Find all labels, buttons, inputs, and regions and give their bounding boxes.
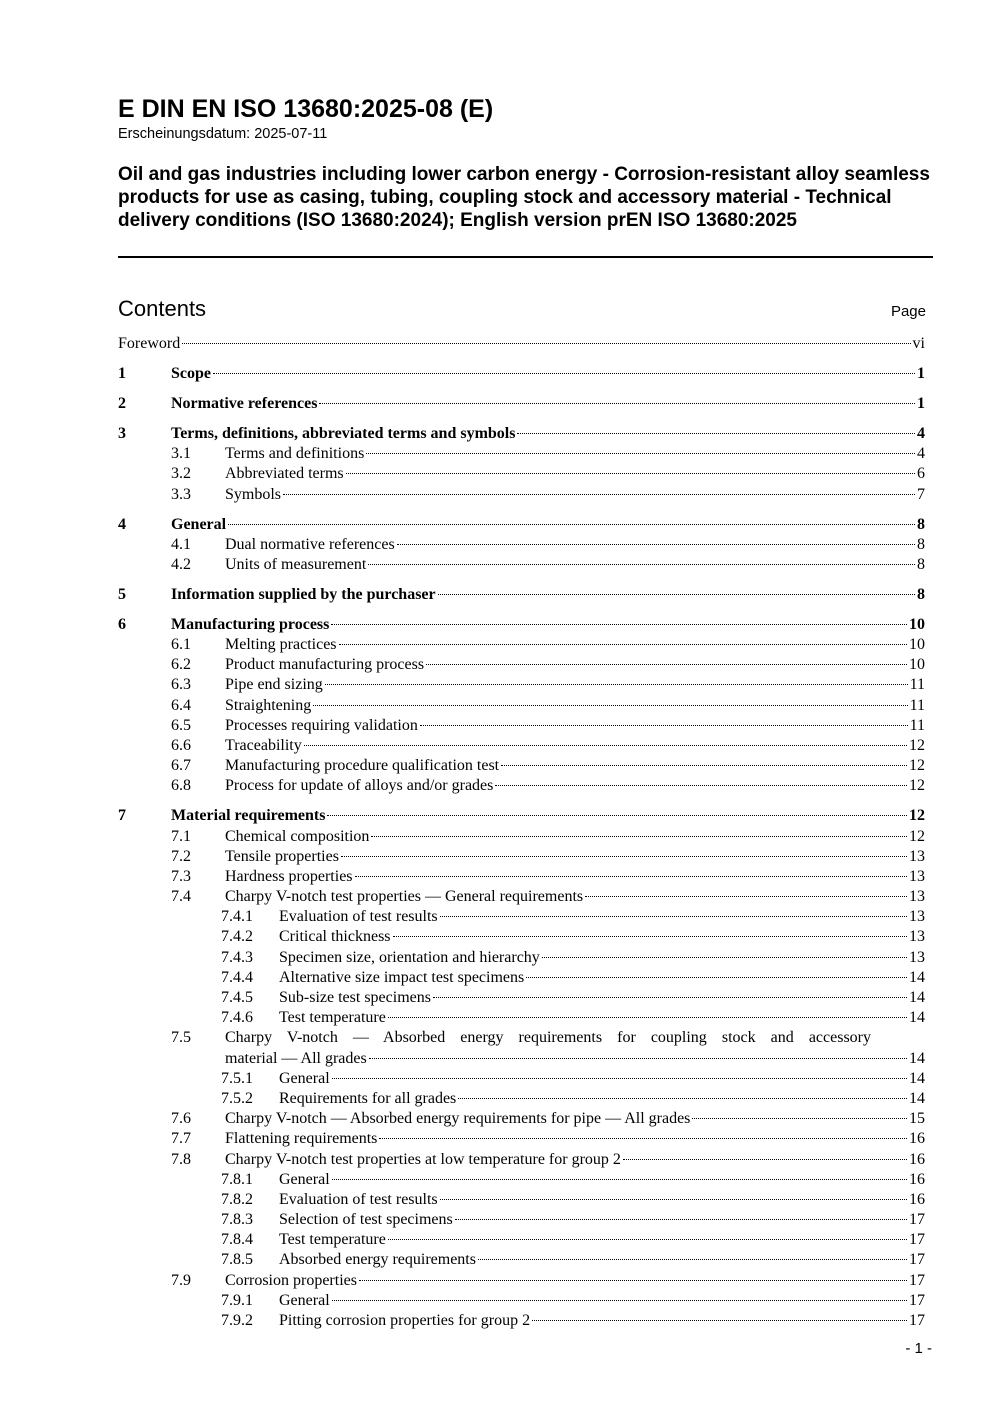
toc-entry-page: 16 [909,1150,925,1168]
toc-entry-title: Selection of test specimens [279,1211,453,1229]
toc-entry-number: 7.9.1 [221,1291,253,1309]
toc-entry[interactable] [118,364,925,384]
toc-entry-number: 7.5 [171,1029,191,1047]
toc-entry-page: 16 [909,1190,925,1208]
toc-entry-number: 7 [118,807,126,825]
toc-entry-page: 14 [909,968,925,986]
toc-entry-title: Scope [171,364,211,382]
dot-leader [182,342,910,344]
toc-entry-page: vi [912,335,925,352]
toc-entry-title: Abbreviated terms [225,465,344,483]
dot-leader [388,1238,907,1240]
toc-entry-title: Information supplied by the purchaser [171,585,436,603]
toc-entry-title: General [279,1170,330,1188]
toc-entry-number: 7.8.5 [221,1251,253,1269]
toc-entry-page: 11 [909,676,925,694]
toc-entry-page: 10 [909,656,925,674]
toc-entry-page: 13 [909,928,925,946]
toc-entry-number: 3.3 [171,485,191,503]
dot-leader [623,1158,907,1160]
toc-entry-page: 12 [909,777,925,795]
toc-entry[interactable] [118,988,925,1008]
toc-entry[interactable] [118,464,925,484]
toc-entry-number: 7.4.3 [221,948,253,966]
toc-entry[interactable] [118,1008,925,1028]
dot-leader [397,543,915,545]
dot-leader [526,976,907,978]
publication-date: Erscheinungsdatum: 2025-07-11 [118,126,328,142]
toc-entry[interactable] [118,1291,925,1311]
toc-entry-title: Critical thickness [279,928,391,946]
toc-entry-page: 17 [909,1211,925,1229]
toc-entry-number: 7.4.5 [221,989,253,1007]
toc-entry-number: 6 [118,615,126,633]
toc-entry-number: 6.7 [171,757,191,775]
dot-leader [501,764,907,766]
toc-entry-page: 11 [909,696,925,714]
toc-entry[interactable] [118,485,925,505]
toc-entry-number: 7.9 [171,1271,191,1289]
toc-entry[interactable] [118,1170,925,1190]
toc-entry-number: 7.4.4 [221,968,253,986]
toc-entry-page: 6 [917,465,925,483]
toc-entry-number: 6.2 [171,656,191,674]
toc-entry-title: Material requirements [171,807,326,825]
dot-leader [327,814,907,816]
toc-entry-title-line2: material — All grades [225,1049,367,1067]
toc-entry[interactable] [118,635,925,655]
toc-entry[interactable] [118,927,925,947]
toc-entry-number: 7.5.1 [221,1069,253,1087]
toc-entry-number: 7.4.2 [221,928,253,946]
toc-entry-title: General [279,1291,330,1309]
toc-entry-number: 7.5.2 [221,1089,253,1107]
toc-entry-title: General [279,1069,330,1087]
toc-entry-number: 6.6 [171,736,191,754]
toc-entry[interactable] [118,615,925,635]
toc-entry-title: Normative references [171,394,318,412]
toc-entry[interactable] [118,1190,925,1210]
toc-entry-title: Charpy V-notch — Absorbed energy requirements for pipe — All grades [225,1110,691,1128]
toc-entry-page: 14 [909,1069,925,1087]
toc-entry-page: 16 [909,1130,925,1148]
toc-entry[interactable] [118,424,925,444]
toc-entry-title: General [171,515,227,533]
toc-entry-page: 13 [909,908,925,926]
toc-entry-number: 7.8.3 [221,1211,253,1229]
toc-entry-number: 3.1 [171,445,191,463]
dot-leader [379,1137,907,1139]
toc-entry-page: 14 [909,1009,925,1027]
toc-entry[interactable] [118,696,925,716]
toc-entry-number: 7.4.1 [221,908,253,926]
toc-entry[interactable] [118,1311,925,1331]
toc-entry-title: Alternative size impact test specimens [279,968,525,986]
toc-entry-page: 4 [917,424,925,442]
dot-leader [304,744,907,746]
dot-leader [359,1279,907,1281]
dot-leader [319,402,915,404]
toc-entry[interactable] [118,1230,925,1250]
dot-leader [313,704,907,706]
dot-leader [458,1097,907,1099]
toc-entry-page: 13 [909,847,925,865]
toc-entry[interactable] [118,867,925,887]
toc-entry-number: 4.1 [171,535,191,553]
toc-entry[interactable] [118,655,925,675]
toc-entry-number: 7.9.2 [221,1312,253,1330]
toc-entry-page: 17 [909,1271,925,1289]
toc-entry-page: 17 [909,1251,925,1269]
toc-entry-title: Corrosion properties [225,1271,357,1289]
document-title: Oil and gas industries including lower carbon energy - Corrosion-resistant alloy seamless products for use as casing, tubing, coupling stock and accessory material - Technical delivery conditions (ISO 13680:2024); English version prEN ISO 13680:2025 [118,164,930,231]
toc-entry-title-line1: Charpy V-notch — Absorbed energy requirements for coupling stock and accessory [225,1029,871,1047]
toc-entry-title: Product manufacturing process [225,656,425,674]
dot-leader [388,1016,907,1018]
toc-entry-number: 6.4 [171,696,191,714]
toc-entry[interactable] [118,334,925,354]
toc-entry-page: 1 [917,364,925,382]
toc-entry[interactable] [118,675,925,695]
dot-leader [455,1218,907,1220]
dot-leader [331,623,907,625]
toc-entry-page: 12 [909,827,925,845]
dot-leader [433,996,907,998]
toc-entry-number: 3.2 [171,465,191,483]
toc-entry-number: 6.5 [171,716,191,734]
toc-entry[interactable] [118,907,925,927]
toc-entry-number: 5 [118,585,126,603]
dot-leader [585,895,907,897]
toc-entry-page: 14 [909,1049,925,1067]
toc-entry[interactable] [118,716,925,736]
toc-entry-title: Charpy V-notch test properties at low temperature for group 2 [225,1150,621,1168]
dot-leader [438,593,915,595]
toc-entry[interactable] [118,1150,925,1170]
toc-entry[interactable] [118,1210,925,1230]
toc-entry-title: Manufacturing procedure qualification test [225,757,500,775]
toc-entry-number: 7.8.1 [221,1170,253,1188]
toc-entry-title: Tensile properties [225,847,339,865]
dot-leader [393,935,907,937]
toc-entry-number: 6.8 [171,777,191,795]
dot-leader [332,1299,907,1301]
toc-entry-number: 7.1 [171,827,191,845]
toc-entry[interactable] [118,827,925,847]
toc-entry[interactable] [118,515,925,535]
toc-entry-title: Evaluation of test results [279,908,438,926]
toc-entry-number: 7.7 [171,1130,191,1148]
toc-entry-page: 11 [909,716,925,734]
toc-entry-number: 7.4.6 [221,1009,253,1027]
toc-entry-page: 8 [917,585,925,603]
dot-leader [495,784,907,786]
toc-entry-page: 13 [909,867,925,885]
toc-entry[interactable] [118,585,925,605]
dot-leader [339,643,907,645]
dot-leader [692,1117,907,1119]
toc-entry-page: 13 [909,888,925,906]
dot-leader [542,956,907,958]
toc-entry[interactable] [118,1028,925,1068]
dot-leader [332,1077,907,1079]
toc-entry-title: Pitting corrosion properties for group 2 [279,1312,531,1330]
toc-entry-page: 14 [909,1089,925,1107]
toc-entry-number: 3 [118,424,126,442]
dot-leader [478,1258,907,1260]
page-column-label: Page [890,303,926,320]
toc-entry-page: 7 [917,485,925,503]
toc-entry-page: 10 [909,636,925,654]
dot-leader [346,472,915,474]
dot-leader [213,372,915,374]
toc-entry-number: 4 [118,515,126,533]
toc-entry-page: 13 [909,948,925,966]
toc-entry-title: Traceability [225,736,302,754]
toc-entry-number: 7.2 [171,847,191,865]
dot-leader [325,683,908,685]
toc-entry-page: 16 [909,1170,925,1188]
toc-entry-page: 8 [917,515,925,533]
dot-leader [440,915,907,917]
toc-entry-title: Terms and definitions [225,445,365,463]
toc-entry-title: Requirements for all grades [279,1089,457,1107]
toc-entry-title: Charpy V-notch test properties — General requirements [225,888,584,906]
toc-entry-number: 7.8.4 [221,1231,253,1249]
toc-entry-number: 4.2 [171,555,191,573]
toc-entry-page: 12 [909,807,925,825]
toc-entry[interactable] [118,1271,925,1291]
toc-entry-title: Evaluation of test results [279,1190,438,1208]
toc-entry[interactable] [118,806,925,826]
toc-entry-page: 14 [909,989,925,1007]
toc-entry-title: Sub-size test specimens [279,989,431,1007]
title-divider [118,256,933,258]
toc-entry-title: Straightening [225,696,312,714]
toc-entry-number: 7.8 [171,1150,191,1168]
dot-leader [228,523,915,525]
table-of-contents [118,334,925,1331]
toc-entry[interactable] [118,535,925,555]
toc-entry-title: Processes requiring validation [225,716,418,734]
toc-entry[interactable] [118,1109,925,1129]
page-number: - 1 - [905,1340,932,1357]
toc-entry-number: 6.1 [171,636,191,654]
dot-leader [369,1057,907,1059]
toc-entry-page: 8 [917,555,925,573]
toc-entry[interactable] [118,444,925,464]
toc-entry-number: 7.6 [171,1110,191,1128]
toc-entry-number: 7.8.2 [221,1190,253,1208]
toc-entry[interactable] [118,736,925,756]
toc-entry-page: 8 [917,535,925,553]
toc-entry[interactable] [118,756,925,776]
dot-leader [420,724,908,726]
document-id: E DIN EN ISO 13680:2025-08 (E) [118,95,494,123]
dot-leader [426,663,907,665]
toc-entry[interactable] [118,968,925,988]
toc-entry-number: 1 [118,364,126,382]
dot-leader [440,1198,907,1200]
toc-entry-title: Pipe end sizing [225,676,323,694]
toc-entry[interactable] [118,1250,925,1270]
toc-entry-page: 17 [909,1291,925,1309]
toc-entry[interactable] [118,1089,925,1109]
toc-entry-title: Flattening requirements [225,1130,378,1148]
toc-entry-title: Dual normative references [225,535,395,553]
toc-entry-title: Symbols [225,485,282,503]
toc-entry-title: Test temperature [279,1231,386,1249]
toc-entry-page: 17 [909,1231,925,1249]
toc-entry-title: Chemical composition [225,827,370,845]
dot-leader [341,855,907,857]
toc-entry[interactable] [118,847,925,867]
dot-leader [517,432,915,434]
toc-entry[interactable] [118,555,925,575]
toc-entry-title: Foreword [118,335,181,352]
toc-entry[interactable] [118,948,925,968]
toc-entry[interactable] [118,1129,925,1149]
toc-entry-number: 7.4 [171,888,191,906]
toc-entry-number: 6.3 [171,676,191,694]
dot-leader [332,1178,907,1180]
toc-entry-page: 1 [917,394,925,412]
toc-entry-page: 15 [909,1110,925,1128]
dot-leader [371,835,907,837]
toc-entry-title: Specimen size, orientation and hierarchy [279,948,540,966]
dot-leader [283,493,915,495]
toc-entry-number: 7.3 [171,867,191,885]
dot-leader [368,563,915,565]
toc-entry-title: Hardness properties [225,867,353,885]
toc-entry-page: 12 [909,736,925,754]
toc-entry-title: Manufacturing process [171,615,330,633]
contents-heading: Contents [118,296,207,321]
toc-entry[interactable] [118,394,925,414]
toc-entry-title: Melting practices [225,636,337,654]
dot-leader [366,452,915,454]
toc-entry[interactable] [118,1069,925,1089]
dot-leader [532,1319,907,1321]
toc-entry-title: Process for update of alloys and/or grades [225,777,494,795]
toc-entry-title: Units of measurement [225,555,367,573]
toc-entry-page: 12 [909,757,925,775]
toc-entry-title: Terms, definitions, abbreviated terms and symbols [171,424,516,442]
toc-entry-page: 10 [909,615,925,633]
toc-entry-number: 2 [118,394,126,412]
toc-entry-title: Test temperature [279,1009,386,1027]
toc-entry[interactable] [118,887,925,907]
toc-entry-page: 4 [917,445,925,463]
toc-entry[interactable] [118,776,925,796]
toc-entry-page: 17 [909,1312,925,1330]
dot-leader [355,875,907,877]
toc-entry-title: Absorbed energy requirements [279,1251,476,1269]
